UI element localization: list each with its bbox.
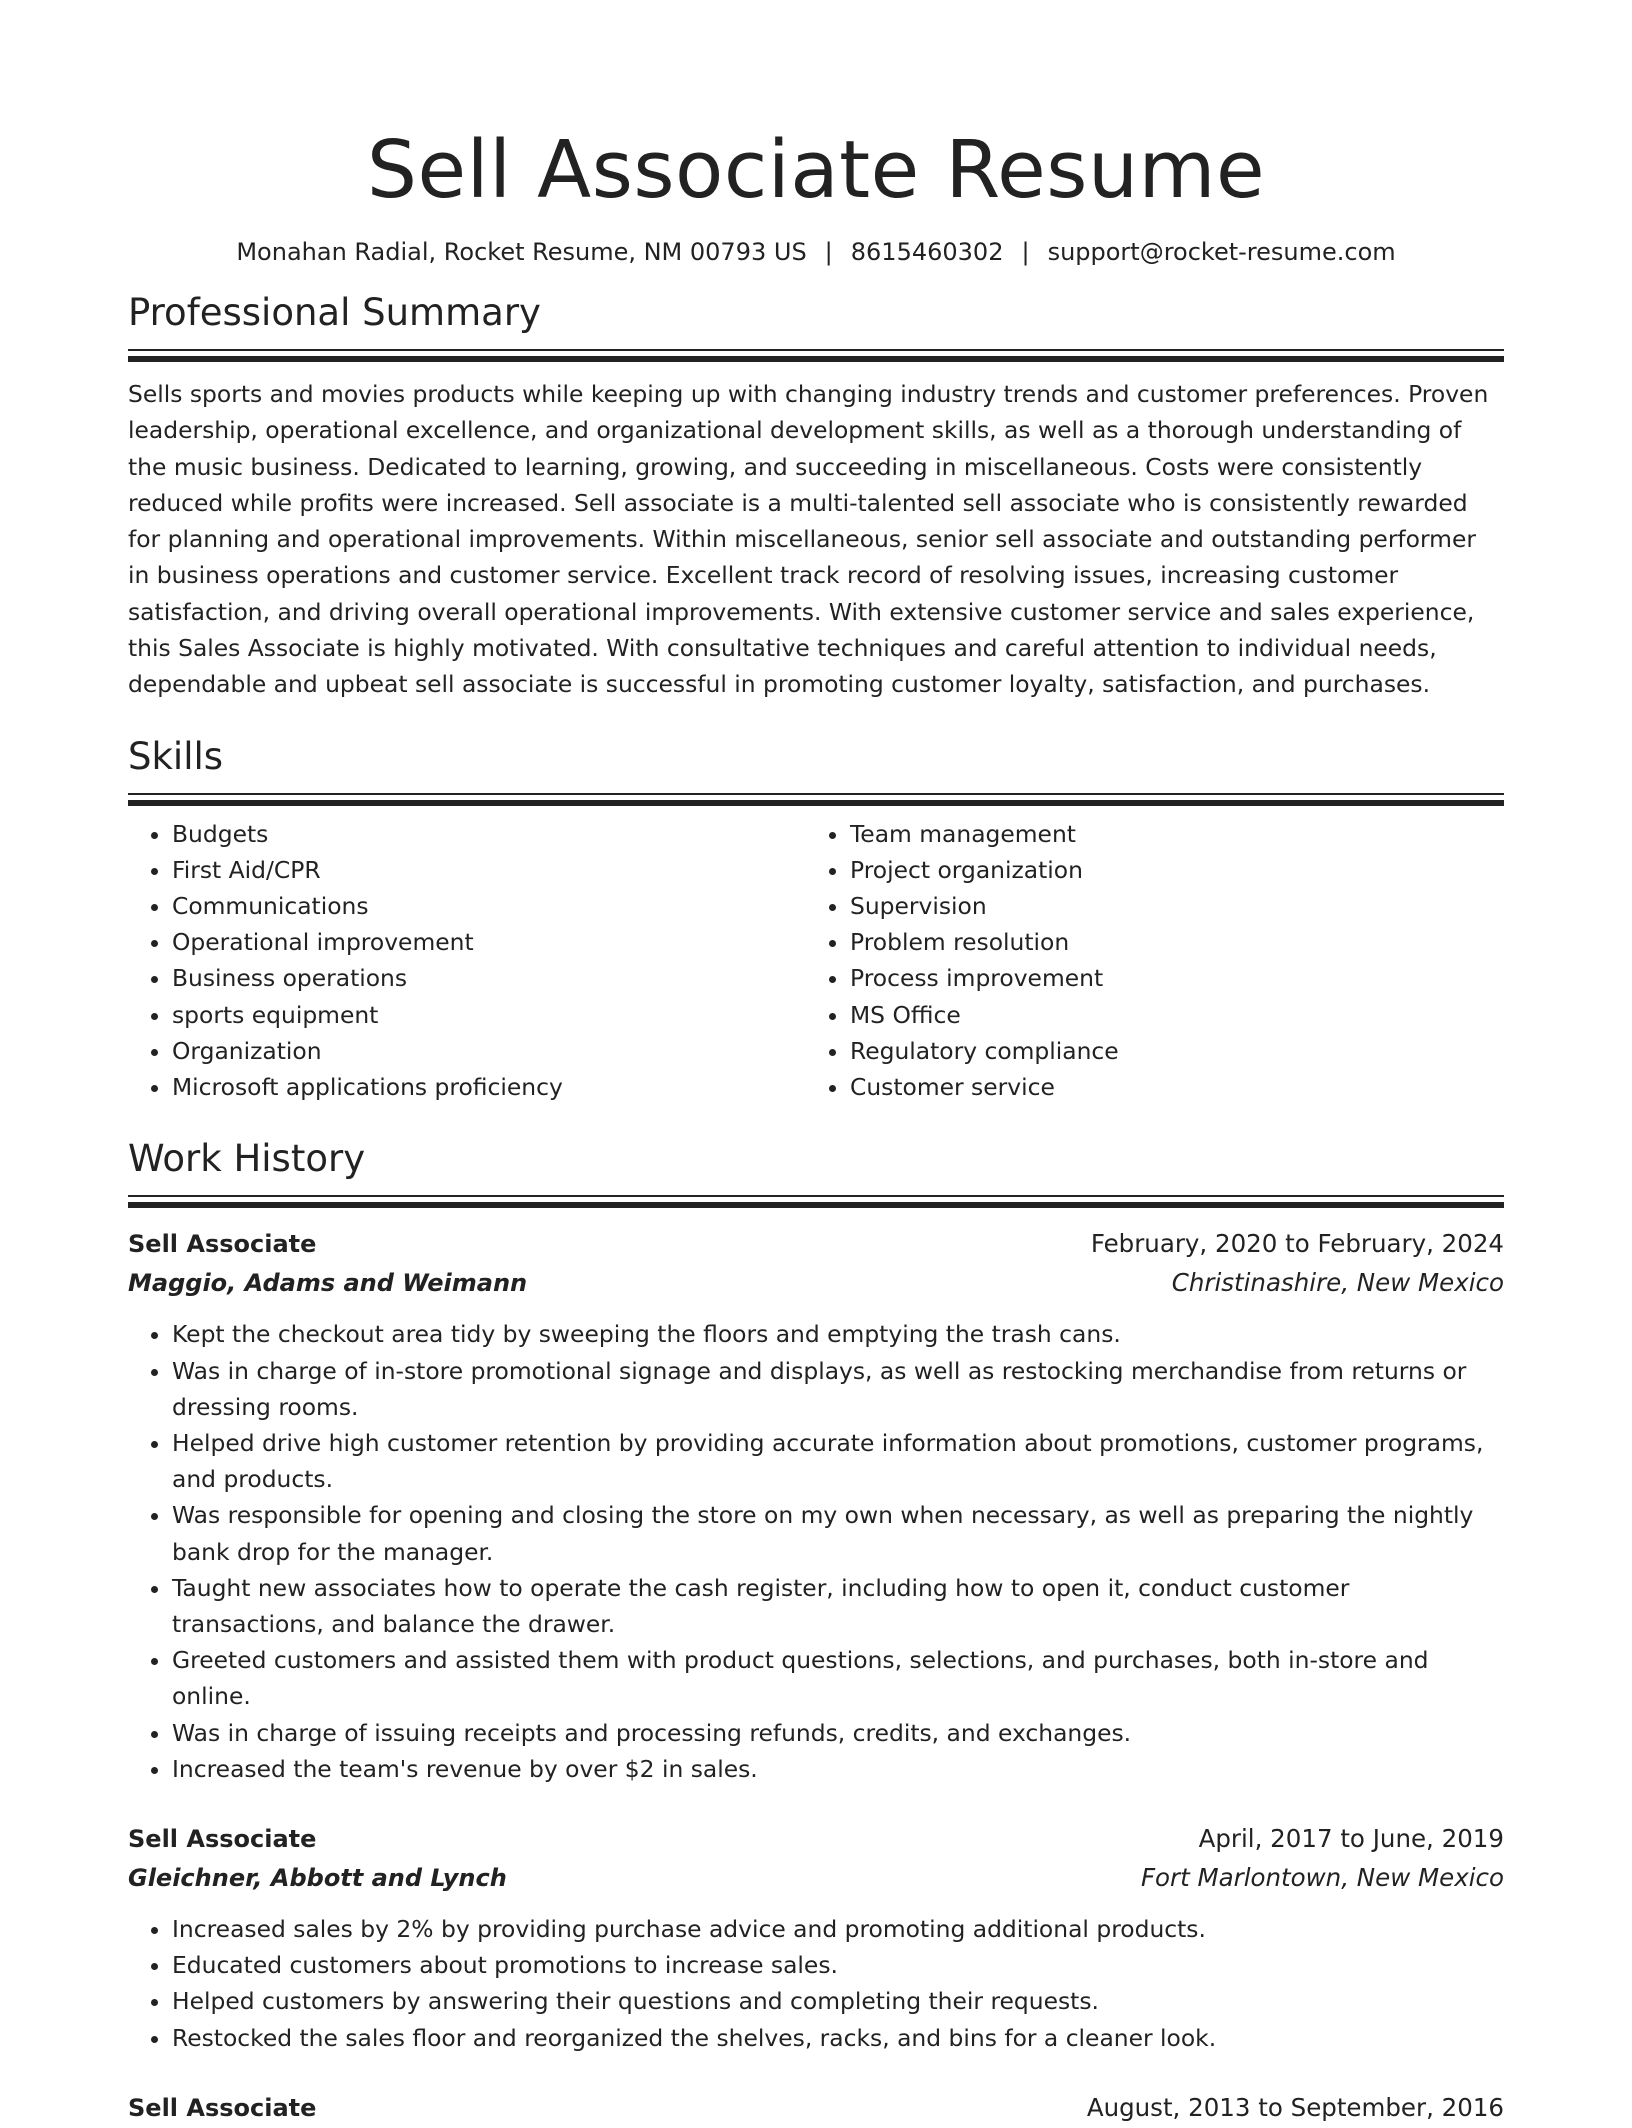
section-divider bbox=[128, 349, 1504, 362]
skill-item: • MS Office bbox=[850, 997, 1484, 1033]
job-entry bbox=[128, 2088, 1504, 2127]
skill-item: • Supervision bbox=[850, 888, 1484, 924]
skills-section bbox=[128, 733, 1504, 1106]
job-bullet: • Was in charge of issuing receipts and processing refunds, credits, and exchanges. bbox=[172, 1715, 1504, 1751]
contact-phone[interactable]: 8615460302 bbox=[850, 238, 1004, 266]
job-bullet: • Kept the checkout area tidy by sweeping the floors and emptying the trash cans. bbox=[172, 1316, 1504, 1352]
job-bullet: • Restocked the sales floor and reorganized the shelves, racks, and bins for a cleaner look. bbox=[172, 2020, 1504, 2056]
job-subheader-row bbox=[128, 1858, 1504, 1897]
summary-section bbox=[128, 289, 1504, 703]
job-dates: April, 2017 to June, 2019 bbox=[1198, 1823, 1504, 1853]
skill-item: • Team management bbox=[850, 816, 1484, 852]
skills-list-right bbox=[806, 816, 1484, 1106]
contact-separator: | bbox=[1021, 238, 1030, 266]
job-bullet: • Taught new associates how to operate the cash register, including how to open it, conduct customer transactions, and balance the drawer. bbox=[172, 1570, 1504, 1642]
skill-item: • Communications bbox=[172, 888, 806, 924]
job-company: Gleichner, Abbott and Lynch bbox=[128, 1863, 507, 1892]
job-entry bbox=[128, 1224, 1504, 1787]
job-header-row bbox=[128, 2088, 1504, 2127]
job-bullet: • Was in charge of in-store promotional signage and displays, as well as restocking merchandise from returns or dressing rooms. bbox=[172, 1353, 1504, 1425]
job-title: Sell Associate bbox=[128, 2093, 317, 2122]
skills-list-left bbox=[128, 816, 806, 1106]
summary-heading: Professional Summary bbox=[128, 291, 541, 334]
job-location: Fort Marlontown, New Mexico bbox=[1140, 1862, 1504, 1892]
job-bullet: • Greeted customers and assisted them with product questions, selections, and purchases, both in-store and online. bbox=[172, 1642, 1504, 1714]
job-dates: February, 2020 to February, 2024 bbox=[1090, 1229, 1504, 1259]
job-bullet: • Educated customers about promotions to increase sales. bbox=[172, 1947, 1504, 1983]
skills-heading: Skills bbox=[128, 734, 224, 778]
job-header-row bbox=[128, 1819, 1504, 1858]
skill-item: • Process improvement bbox=[850, 960, 1484, 996]
skill-item: • Regulatory compliance bbox=[850, 1033, 1484, 1069]
contact-line bbox=[128, 235, 1504, 269]
contact-separator: | bbox=[824, 238, 833, 266]
skill-item: • Project organization bbox=[850, 852, 1484, 888]
job-bullet: • Helped drive high customer retention by providing accurate information about promotions, customer programs, and products. bbox=[172, 1425, 1504, 1497]
job-dates: August, 2013 to September, 2016 bbox=[1086, 2092, 1504, 2122]
contact-address: Monahan Radial, Rocket Resume, NM 00793 US bbox=[236, 238, 807, 266]
job-company: Maggio, Adams and Weimann bbox=[128, 1269, 528, 1298]
skill-item: • Problem resolution bbox=[850, 924, 1484, 960]
section-divider bbox=[128, 793, 1504, 806]
contact-email[interactable]: support@rocket-resume.com bbox=[1047, 238, 1396, 266]
job-bullet: • Increased the team's revenue by over $2 in sales. bbox=[172, 1751, 1504, 1787]
skill-item: • Business operations bbox=[172, 960, 806, 996]
job-bullet-list bbox=[128, 1911, 1504, 2056]
job-bullet: • Increased sales by 2% by providing purchase advice and promoting additional products. bbox=[172, 1911, 1504, 1947]
job-title: Sell Associate bbox=[128, 1824, 317, 1853]
section-divider bbox=[128, 1195, 1504, 1208]
job-entry bbox=[128, 1819, 1504, 2056]
skill-item: • Customer service bbox=[850, 1069, 1484, 1105]
job-location: Christinashire, New Mexico bbox=[1171, 1268, 1504, 1298]
job-bullet-list bbox=[128, 1316, 1504, 1787]
job-bullet: • Was responsible for opening and closing the store on my own when necessary, as well as preparing the nightly bank drop for the manager. bbox=[172, 1497, 1504, 1569]
skill-item: • Operational improvement bbox=[172, 924, 806, 960]
job-bullet: • Helped customers by answering their questions and completing their requests. bbox=[172, 1983, 1504, 2019]
skill-item: • Budgets bbox=[172, 816, 806, 852]
resume-page bbox=[128, 0, 1504, 2127]
job-header-row bbox=[128, 1224, 1504, 1263]
skills-grid bbox=[128, 816, 1504, 1106]
work-history-section bbox=[128, 1135, 1504, 2126]
summary-text: Sells sports and movies products while keeping up with changing industry trends and customer preferences. Proven leadership, operational excellence, and organizational development skills, as well as a thorough understanding of the music business. Dedicated to learning, growing, and succeeding in miscellaneous. Costs were consistently reduced while profits were increased. Sell associate is a multi-talented sell associate who is consistently rewarded for planning and operational improvements. Within miscellaneous, senior sell associate and outstanding performer in business operations and customer service. Excellent track record of resolving issues, increasing customer satisfaction, and driving overall operational improvements. With extensive customer service and sales experience, this Sales Associate is highly motivated. With consultative techniques and careful attention to individual needs, dependable and upbeat sell associate is successful in promoting customer loyalty, satisfaction, and purchases. bbox=[128, 380, 1489, 699]
skill-item: • Microsoft applications proficiency bbox=[172, 1069, 806, 1105]
resume-title: Sell Associate Resume bbox=[366, 124, 1266, 216]
work-history-heading: Work History bbox=[128, 1137, 366, 1181]
skill-item: • sports equipment bbox=[172, 997, 806, 1033]
job-subheader-row bbox=[128, 1263, 1504, 1302]
skill-item: • Organization bbox=[172, 1033, 806, 1069]
skill-item: • First Aid/CPR bbox=[172, 852, 806, 888]
job-title: Sell Associate bbox=[128, 1230, 317, 1259]
